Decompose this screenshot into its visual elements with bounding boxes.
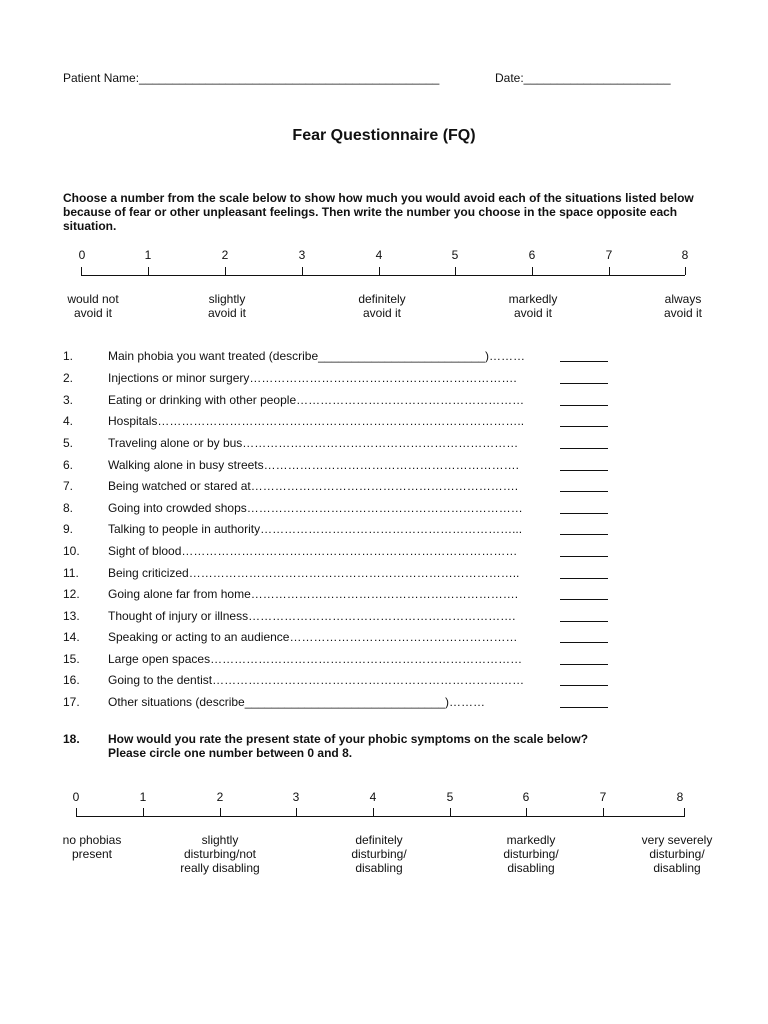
scale-tick (143, 808, 144, 816)
question-row (0, 566, 768, 586)
question-text: Large open spaces…………………………………………………………………… (108, 652, 523, 666)
symptom-anchor: no phobias present (62, 833, 122, 861)
scale-tick (684, 808, 685, 816)
answer-blank[interactable] (560, 566, 608, 579)
answer-blank[interactable] (560, 371, 608, 384)
question-number: 14. (63, 630, 80, 644)
question-row (0, 414, 768, 434)
question-text: Going into crowded shops…………………………………………………………… (108, 501, 523, 515)
question-text: Hospitals……………………………………………………………………………….. (108, 414, 525, 428)
question-row (0, 349, 768, 369)
symptom-scale-number[interactable]: 1 (139, 790, 147, 804)
answer-blank[interactable] (560, 587, 608, 600)
symptom-scale-number[interactable]: 4 (369, 790, 377, 804)
question-text: Walking alone in busy streets………………………………………………………. (108, 458, 519, 472)
avoid-scale-number: 8 (681, 248, 689, 262)
question-number: 16. (63, 673, 80, 687)
answer-blank[interactable] (560, 630, 608, 643)
answer-blank[interactable] (560, 695, 608, 708)
scale-tick (81, 267, 82, 275)
question-18-line2: Please circle one number between 0 and 8. (108, 746, 353, 760)
question-number: 13. (63, 609, 80, 623)
avoid-scale-line (81, 275, 685, 276)
scale-tick (148, 267, 149, 275)
question-number: 11. (63, 566, 79, 580)
date-field[interactable]: Date:______________________ (495, 71, 671, 85)
question-row (0, 479, 768, 499)
question-text: Being criticized……………………………………………………………………….. (108, 566, 520, 580)
avoid-scale-number: 7 (605, 248, 613, 262)
avoid-scale-number: 1 (144, 248, 152, 262)
answer-blank[interactable] (560, 501, 608, 514)
question-text: Other situations (describe______________________________)……… (108, 695, 485, 709)
avoid-scale-number: 0 (78, 248, 86, 262)
question-text: Injections or minor surgery…………………………………………………………. (108, 371, 517, 385)
instructions: Choose a number from the scale below to show how much you would avoid each of the situations listed below because of fear or other unpleasant feelings. Then write the number you choose in the space opposite each situation. (63, 191, 694, 233)
avoid-scale-number: 5 (451, 248, 459, 262)
scale-tick (532, 267, 533, 275)
scale-tick (450, 808, 451, 816)
question-row (0, 587, 768, 607)
scale-tick (609, 267, 610, 275)
scale-tick (603, 808, 604, 816)
avoid-anchor: would not avoid it (67, 292, 119, 320)
question-number: 8. (63, 501, 74, 515)
question-number: 5. (63, 436, 74, 450)
scale-tick (685, 267, 686, 275)
question-text: Being watched or stared at…………………………………………………………. (108, 479, 519, 493)
patient-name-field[interactable]: Patient Name:_____________________________________________ (63, 71, 440, 85)
question-row (0, 652, 768, 672)
answer-blank[interactable] (560, 436, 608, 449)
avoid-scale-number: 6 (528, 248, 536, 262)
avoid-scale-number: 4 (375, 248, 383, 262)
symptom-scale-number[interactable]: 7 (599, 790, 607, 804)
symptom-scale-line (76, 816, 685, 817)
scale-tick (526, 808, 527, 816)
symptom-anchor: definitely disturbing/ disabling (351, 833, 407, 875)
answer-blank[interactable] (560, 414, 608, 427)
symptom-scale-number[interactable]: 0 (72, 790, 80, 804)
question-row (0, 501, 768, 521)
question-text: Traveling alone or by bus…………………………………………………………… (108, 436, 519, 450)
question-row (0, 695, 768, 715)
question-text: Going to the dentist…………………………………………………………………… (108, 673, 525, 687)
question-number: 10. (63, 544, 80, 558)
page-title: Fear Questionnaire (FQ) (292, 127, 476, 144)
question-row (0, 393, 768, 413)
scale-tick (296, 808, 297, 816)
question-number: 17. (63, 695, 80, 709)
answer-blank[interactable] (560, 544, 608, 557)
question-row (0, 630, 768, 650)
question-row (0, 522, 768, 542)
question-row (0, 458, 768, 478)
avoid-scale-number: 2 (221, 248, 229, 262)
symptom-anchor: markedly disturbing/ disabling (503, 833, 559, 875)
scale-tick (302, 267, 303, 275)
symptom-scale-number[interactable]: 8 (676, 790, 684, 804)
question-text: Talking to people in authority………………………………………………………... (108, 522, 523, 536)
question-number: 6. (63, 458, 74, 472)
question-number: 7. (63, 479, 74, 493)
question-number: 15. (63, 652, 80, 666)
question-18-number: 18. (63, 732, 80, 746)
answer-blank[interactable] (560, 522, 608, 535)
question-number: 3. (63, 393, 74, 407)
scale-tick (225, 267, 226, 275)
question-18 (63, 732, 703, 762)
question-number: 2. (63, 371, 74, 385)
answer-blank[interactable] (560, 458, 608, 471)
scale-tick (220, 808, 221, 816)
avoid-scale-number: 3 (298, 248, 306, 262)
symptom-scale-number[interactable]: 3 (292, 790, 300, 804)
scale-tick (373, 808, 374, 816)
question-text: Eating or drinking with other people………………………………………………… (108, 393, 525, 407)
question-text: Sight of blood………………………………………………………………………… (108, 544, 518, 558)
symptom-anchor: slightly disturbing/not really disabling (180, 833, 260, 875)
answer-blank[interactable] (560, 673, 608, 686)
question-text: Thought of injury or illness…………………………………………………………. (108, 609, 516, 623)
question-row (0, 544, 768, 564)
question-number: 4. (63, 414, 74, 428)
question-text: Main phobia you want treated (describe_________________________)……… (108, 349, 525, 363)
question-number: 1. (63, 349, 74, 363)
symptom-scale-number[interactable]: 5 (446, 790, 454, 804)
question-number: 12. (63, 587, 80, 601)
question-text: Speaking or acting to an audience………………………………………………… (108, 630, 518, 644)
scale-tick (379, 267, 380, 275)
symptom-scale-number[interactable]: 6 (522, 790, 530, 804)
scale-tick (455, 267, 456, 275)
question-18-line1: How would you rate the present state of your phobic symptoms on the scale below? (108, 732, 589, 746)
question-number: 9. (63, 522, 74, 536)
question-row (0, 371, 768, 391)
question-row (0, 673, 768, 693)
scale-tick (76, 808, 77, 816)
answer-blank[interactable] (560, 349, 608, 362)
question-row (0, 436, 768, 456)
question-row (0, 609, 768, 629)
answer-blank[interactable] (560, 393, 608, 406)
avoid-anchor: definitely avoid it (358, 292, 406, 320)
question-text: Going alone far from home…………………………………………………………. (108, 587, 519, 601)
avoid-anchor: markedly avoid it (508, 292, 558, 320)
answer-blank[interactable] (560, 652, 608, 665)
symptom-scale-number[interactable]: 2 (216, 790, 224, 804)
symptom-anchor: very severely disturbing/ disabling (641, 833, 713, 875)
avoid-anchor: slightly avoid it (207, 292, 247, 320)
answer-blank[interactable] (560, 479, 608, 492)
answer-blank[interactable] (560, 609, 608, 622)
avoid-anchor: always avoid it (663, 292, 703, 320)
